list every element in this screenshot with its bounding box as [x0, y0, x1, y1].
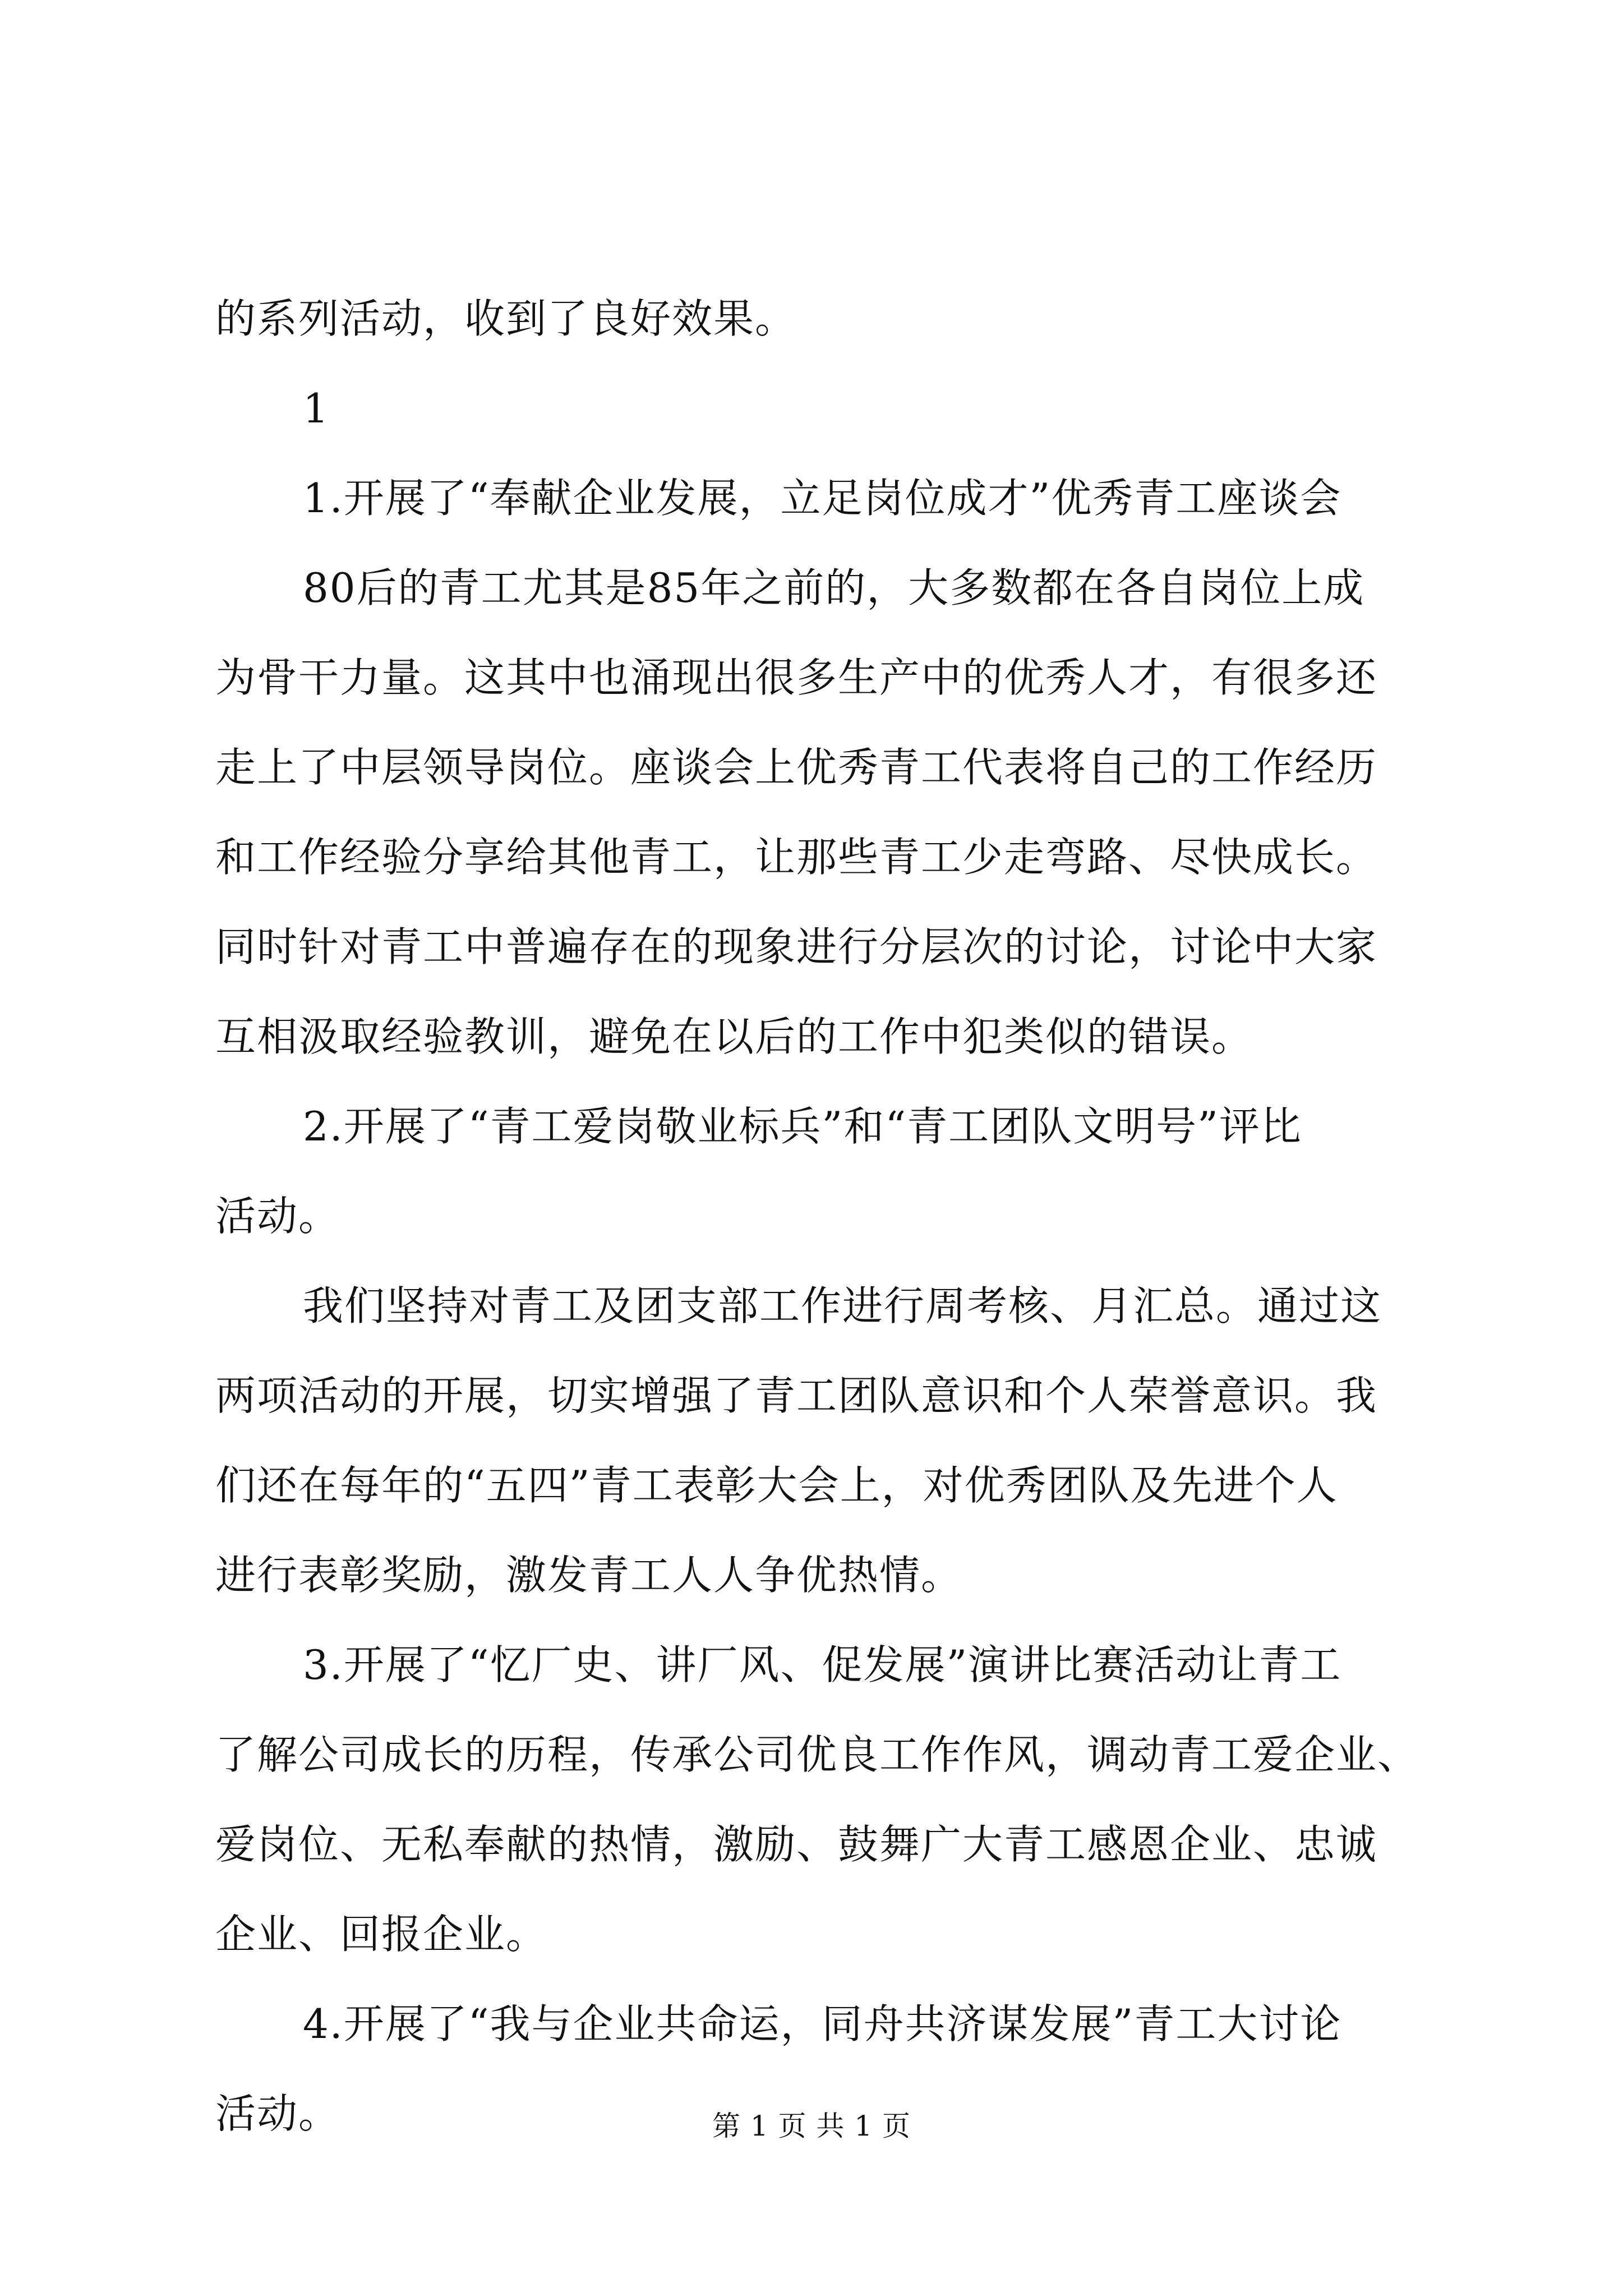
text-line: 80后的青工尤其是85年之前的，大多数都在各自岗位上成 — [303, 564, 1365, 611]
text-line: 4.开展了“我与企业共命运，同舟共济谋发展”青工大讨论 — [303, 2000, 1342, 2047]
text-line: 为骨干力量。这其中也涌现出很多生产中的优秀人才，有很多还 — [215, 654, 1378, 701]
text-line: 了解公司成长的历程，传承公司优良工作作风，调动青工爱企业、 — [215, 1731, 1419, 1778]
text-line: 进行表彰奖励，激发青工人人争优热情。 — [215, 1552, 963, 1599]
text-line: 2.开展了“青工爱岗敬业标兵”和“青工团队文明号”评比 — [303, 1103, 1302, 1150]
text-line: 的系列活动，收到了良好效果。 — [215, 295, 797, 342]
text-line: 和工作经验分享给其他青工，让那些青工少走弯路、尽快成长。 — [215, 834, 1378, 881]
text-line: 1.开展了“奉献企业发展，立足岗位成才”优秀青工座谈会 — [303, 475, 1342, 522]
page-footer: 第 1 页 共 1 页 — [712, 2110, 911, 2142]
text-line: 走上了中层领导岗位。座谈会上优秀青工代表将自己的工作经历 — [215, 744, 1378, 791]
text-line: 同时针对青工中普遍存在的现象进行分层次的讨论，讨论中大家 — [215, 923, 1378, 970]
text-line: 企业、回报企业。 — [215, 1911, 548, 1958]
text-line: 1 — [303, 385, 330, 432]
text-line: 活动。 — [215, 2090, 340, 2137]
text-line: 互相汲取经验教训，避免在以后的工作中犯类似的错误。 — [215, 1013, 1253, 1060]
text-line: 们还在每年的“五四”青工表彰大会上，对优秀团队及先进个人 — [215, 1462, 1338, 1509]
text-line: 两项活动的开展，切实增强了青工团队意识和个人荣誉意识。我 — [215, 1372, 1378, 1419]
text-line: 爱岗位、无私奉献的热情，激励、鼓舞广大青工感恩企业、忠诚 — [215, 1821, 1378, 1868]
document-body — [215, 274, 1423, 2159]
text-line: 我们坚持对青工及团支部工作进行周考核、月汇总。通过这 — [303, 1282, 1382, 1329]
text-line: 活动。 — [215, 1193, 340, 1240]
text-line: 3.开展了“忆厂史、讲厂风、促发展”演讲比赛活动让青工 — [303, 1641, 1342, 1688]
